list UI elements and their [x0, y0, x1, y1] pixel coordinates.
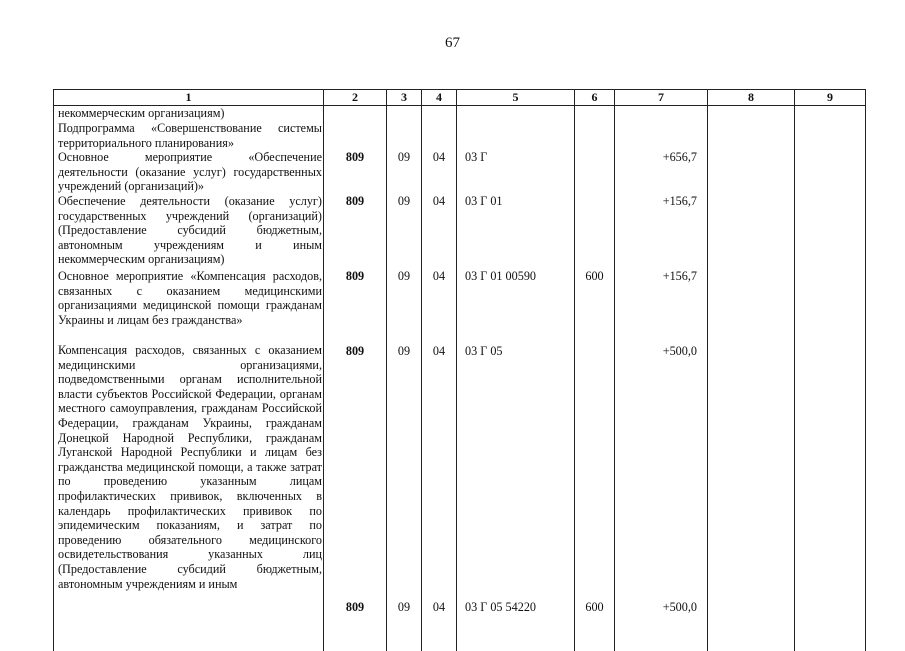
row-col-3: 09 — [387, 269, 421, 284]
col-4 — [422, 106, 457, 651]
row-col-2: 809 — [324, 150, 386, 165]
table-body — [54, 106, 866, 651]
row-col-2: 809 — [324, 344, 386, 359]
row-col-5: 03 Г 01 00590 — [465, 269, 536, 284]
row-col-7: +500,0 — [663, 344, 697, 359]
row-col-4: 04 — [422, 194, 456, 209]
header-col-8: 8 — [708, 90, 795, 106]
row-col-7: +156,7 — [663, 269, 697, 284]
page-number: 67 — [0, 35, 905, 52]
col-7 — [615, 106, 708, 651]
header-col-5: 5 — [457, 90, 575, 106]
table-row — [58, 343, 322, 591]
description-column — [54, 106, 324, 651]
row-col-6: 600 — [575, 600, 614, 615]
col-6 — [575, 106, 615, 651]
row-description: Основное мероприятие «Обеспечение деятельности (оказание услуг) государственных учреждений (организаций)» — [58, 150, 322, 194]
row-col-5: 03 Г — [465, 150, 487, 165]
header-col-2: 2 — [324, 90, 387, 106]
row-col-3: 09 — [387, 150, 421, 165]
row-description: Основное мероприятие «Компенсация расходов, связанных с оказанием медицинскими организациями медицинской помощи гражданам Украины и лицам без гражданства» — [58, 269, 322, 327]
budget-table — [53, 89, 866, 651]
col-2 — [324, 106, 387, 651]
row-col-5: 03 Г 05 — [465, 344, 503, 359]
row-col-2: 809 — [324, 600, 386, 615]
table-row — [58, 121, 322, 150]
table-row — [58, 150, 322, 194]
row-description: Подпрограмма «Совершенствование системы территориального планирования» — [58, 121, 322, 150]
row-col-7: +500,0 — [663, 600, 697, 615]
row-description: некоммерческим организациям) — [58, 106, 322, 121]
row-col-5: 03 Г 05 54220 — [465, 600, 536, 615]
row-col-5: 03 Г 01 — [465, 194, 503, 209]
header-col-1: 1 — [54, 90, 324, 106]
row-col-2: 809 — [324, 269, 386, 284]
header-col-9: 9 — [795, 90, 866, 106]
table-row — [58, 269, 322, 327]
header-row — [54, 90, 866, 106]
row-col-7: +656,7 — [663, 150, 697, 165]
row-col-3: 09 — [387, 194, 421, 209]
table-row — [58, 194, 322, 267]
table-row — [58, 106, 322, 121]
row-col-4: 04 — [422, 269, 456, 284]
row-col-4: 04 — [422, 344, 456, 359]
row-col-2: 809 — [324, 194, 386, 209]
row-col-4: 04 — [422, 600, 456, 615]
row-col-6: 600 — [575, 269, 614, 284]
row-description: Обеспечение деятельности (оказание услуг) государственных учреждений (организаций) (Предоставление субсидий бюджетным, автономным учреждениям и иным некоммерческим организациям) — [58, 194, 322, 267]
row-col-3: 09 — [387, 600, 421, 615]
col-5 — [457, 106, 575, 651]
row-col-3: 09 — [387, 344, 421, 359]
header-col-3: 3 — [387, 90, 422, 106]
row-col-7: +156,7 — [663, 194, 697, 209]
header-col-6: 6 — [575, 90, 615, 106]
col-8 — [708, 106, 795, 651]
col-3 — [387, 106, 422, 651]
row-col-4: 04 — [422, 150, 456, 165]
col-9 — [795, 106, 866, 651]
header-col-7: 7 — [615, 90, 708, 106]
header-col-4: 4 — [422, 90, 457, 106]
row-description: Компенсация расходов, связанных с оказанием медицинскими организациями, подведомственными органам исполнительной власти субъектов Российской Федерации, органам местного самоуправления, гражданам Российской Федерации, гражданам Украины, гражданам Донецкой Народной Республики, гражданам Луганской Народной Республики и лицам без гражданства медицинской помощи, а также затрат по проведению указанным лицам профилактических прививок, включенных в календарь профилактических прививок по эпидемическим показаниям, и затрат по проведению обязательного медицинского освидетельствования указанных лиц (Предоставление субсидий бюджетным, автономным учреждениям и иным — [58, 343, 322, 591]
